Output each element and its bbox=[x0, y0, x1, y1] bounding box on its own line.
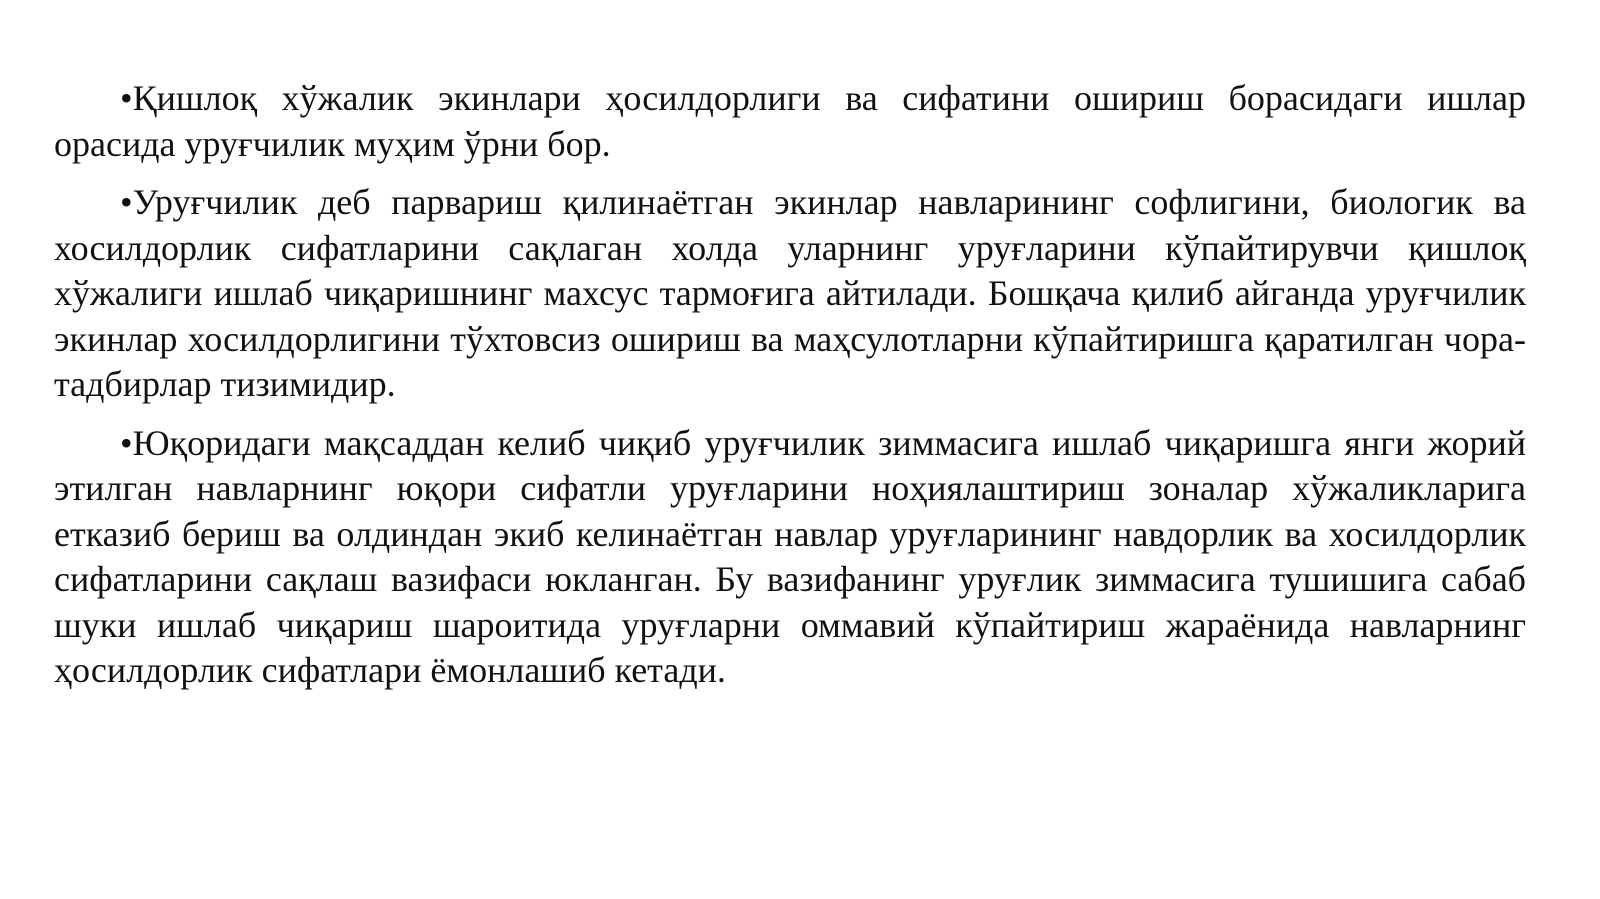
bullet-paragraph-3 bbox=[54, 421, 1526, 694]
paragraph-text-3: Юқоридаги мақсаддан келиб чиқиб уруғчилик зиммасига ишлаб чиқаришга янги жорий этилган навларнинг юқори сифатли уруғларини ноҳиялаштириш зоналар хўжаликларига етказиб бериш ва олдиндан экиб келинаётган навлар уруғларининг навдорлик ва хосилдорлик сифатларини сақлаш вазифаси юкланган. Бу вазифанинг уруғлик зиммасига тушишига сабаб шуки ишлаб чиқариш шароитида уруғларни оммавий кўпайтириш жараёнида навларнинг ҳосилдорлик сифатлари ёмонлашиб кетади. bbox=[54, 422, 1526, 690]
paragraph-text-1: Қишлоқ хўжалик экинлари ҳосилдорлиги ва сифатини ошириш борасидаги ишлар орасида уруғчилик муҳим ўрни бор. bbox=[54, 78, 1526, 164]
bullet-paragraph-1 bbox=[54, 76, 1526, 167]
document-body bbox=[54, 76, 1526, 707]
bullet-paragraph-2 bbox=[54, 180, 1526, 408]
bullet-icon: • bbox=[120, 182, 133, 222]
bullet-icon: • bbox=[120, 78, 133, 118]
paragraph-text-2: Уруғчилик деб парвариш қилинаётган экинлар навларининг софлигини, биологик ва хосилдорлик сифатларини сақлаган холда уларнинг уруғларини кўпайтирувчи қишлоқ хўжалиги ишлаб чиқаришнинг махсус тармоғига айтилади. Бошқача қилиб айганда уруғчилик экинлар хосилдорлигини тўхтовсиз ошириш ва маҳсулотларни кўпайтиришга қаратилган чора-тадбирлар тизимидир. bbox=[54, 182, 1526, 404]
bullet-icon: • bbox=[120, 422, 133, 463]
